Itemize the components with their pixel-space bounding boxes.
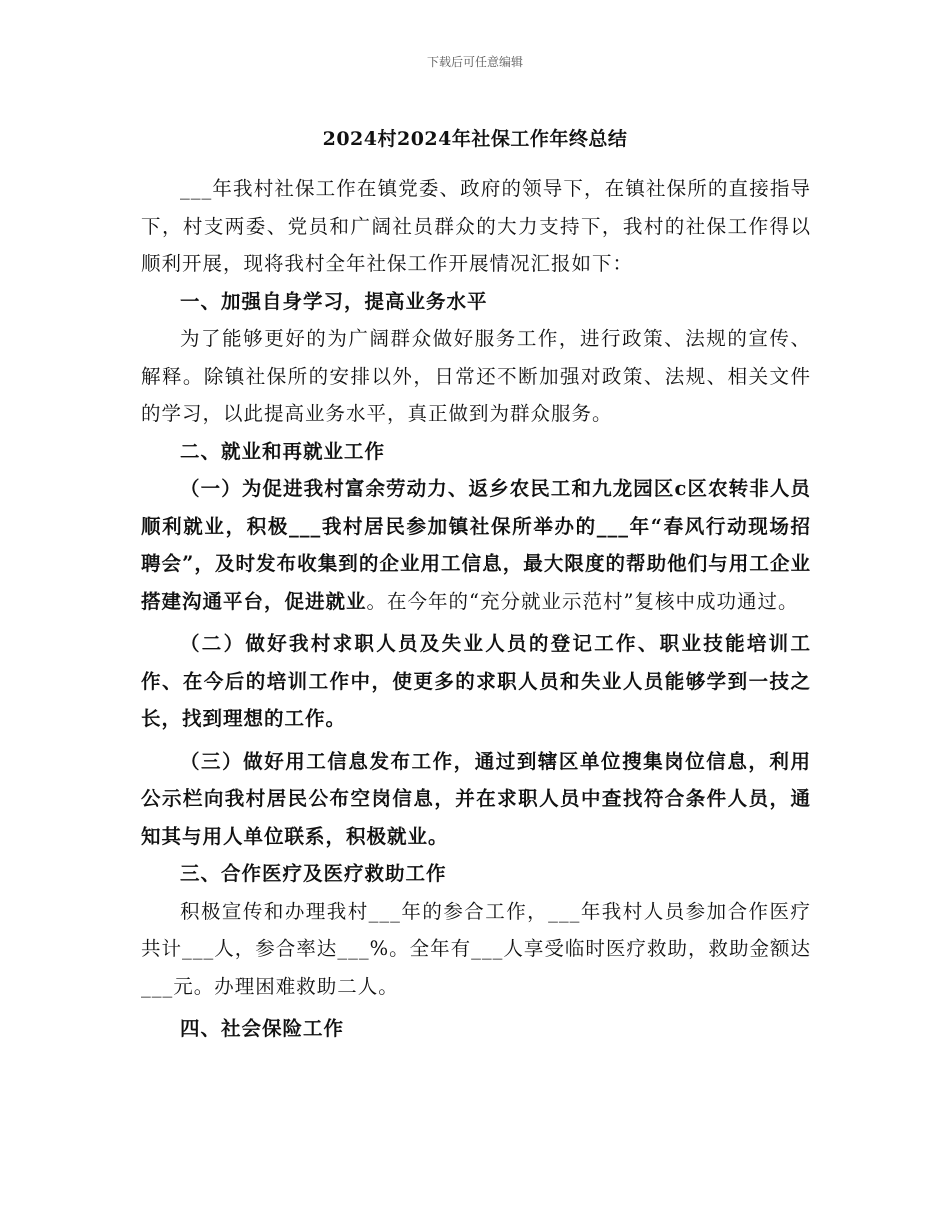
section-3-heading: 三、合作医疗及医疗救助工作 — [180, 862, 447, 885]
section-2-heading: 二、就业和再就业工作 — [180, 439, 386, 463]
page-watermark: 下载后可任意编辑 — [426, 55, 523, 69]
intro-paragraph: ___年我村社保工作在镇党委、政府的领导下，在镇社保所的直接指导下，村支两委、党员和广阔社员群众的大力支持下，我村的社保工作得以顺利开展，现将我村全年社保工作开展情况汇报如下： — [141, 177, 811, 275]
section-2-item-1 — [141, 470, 811, 620]
document-title: 2024村2024年社保工作年终总结 — [322, 128, 628, 150]
section-2-item-1-bold: （一）为促进我村富余劳动力、返乡农民工和九龙园区c区农转非人员顺利就业，积极___我村居民参加镇社保所举办的___年“春风行动现场招聘会”，及时发布收集到的企业用工信息，最大限度的帮助他们与用工企业搭建沟通平台，促进就业 — [141, 477, 811, 613]
section-2-item-1-rest: 。在今年的“充分就业示范村”复核中成功通过。 — [366, 589, 799, 613]
section-4-heading: 四、社会保险工作 — [180, 1017, 345, 1040]
section-3-paragraph: 积极宣传和办理我村___年的参合工作，___年我村人员参加合作医疗共计___人，参合率达___%。全年有___人享受临时医疗救助，救助金额达___元。办理困难救助二人。 — [141, 899, 811, 998]
section-1-paragraph: 为了能够更好的为广阔群众做好服务工作，进行政策、法规的宣传、解释。除镇社保所的安排以外，日常还不断加强对政策、法规、相关文件的学习，以此提高业务水平，真正做到为群众服务。 — [141, 327, 811, 425]
section-2-item-3: （三）做好用工信息发布工作，通过到辖区单位搜集岗位信息，利用公示栏向我村居民公布空岗信息，并在求职人员中查找符合条件人员，通知其与用人单位联系，积极就业。 — [141, 749, 811, 848]
section-1-heading: 一、加强自身学习，提高业务水平 — [180, 289, 488, 313]
section-2-item-2: （二）做好我村求职人员及失业人员的登记工作、职业技能培训工作、在今后的培训工作中，使更多的求职人员和失业人员能够学到一技之长，找到理想的工作。 — [141, 632, 811, 730]
document-body — [141, 170, 811, 1048]
